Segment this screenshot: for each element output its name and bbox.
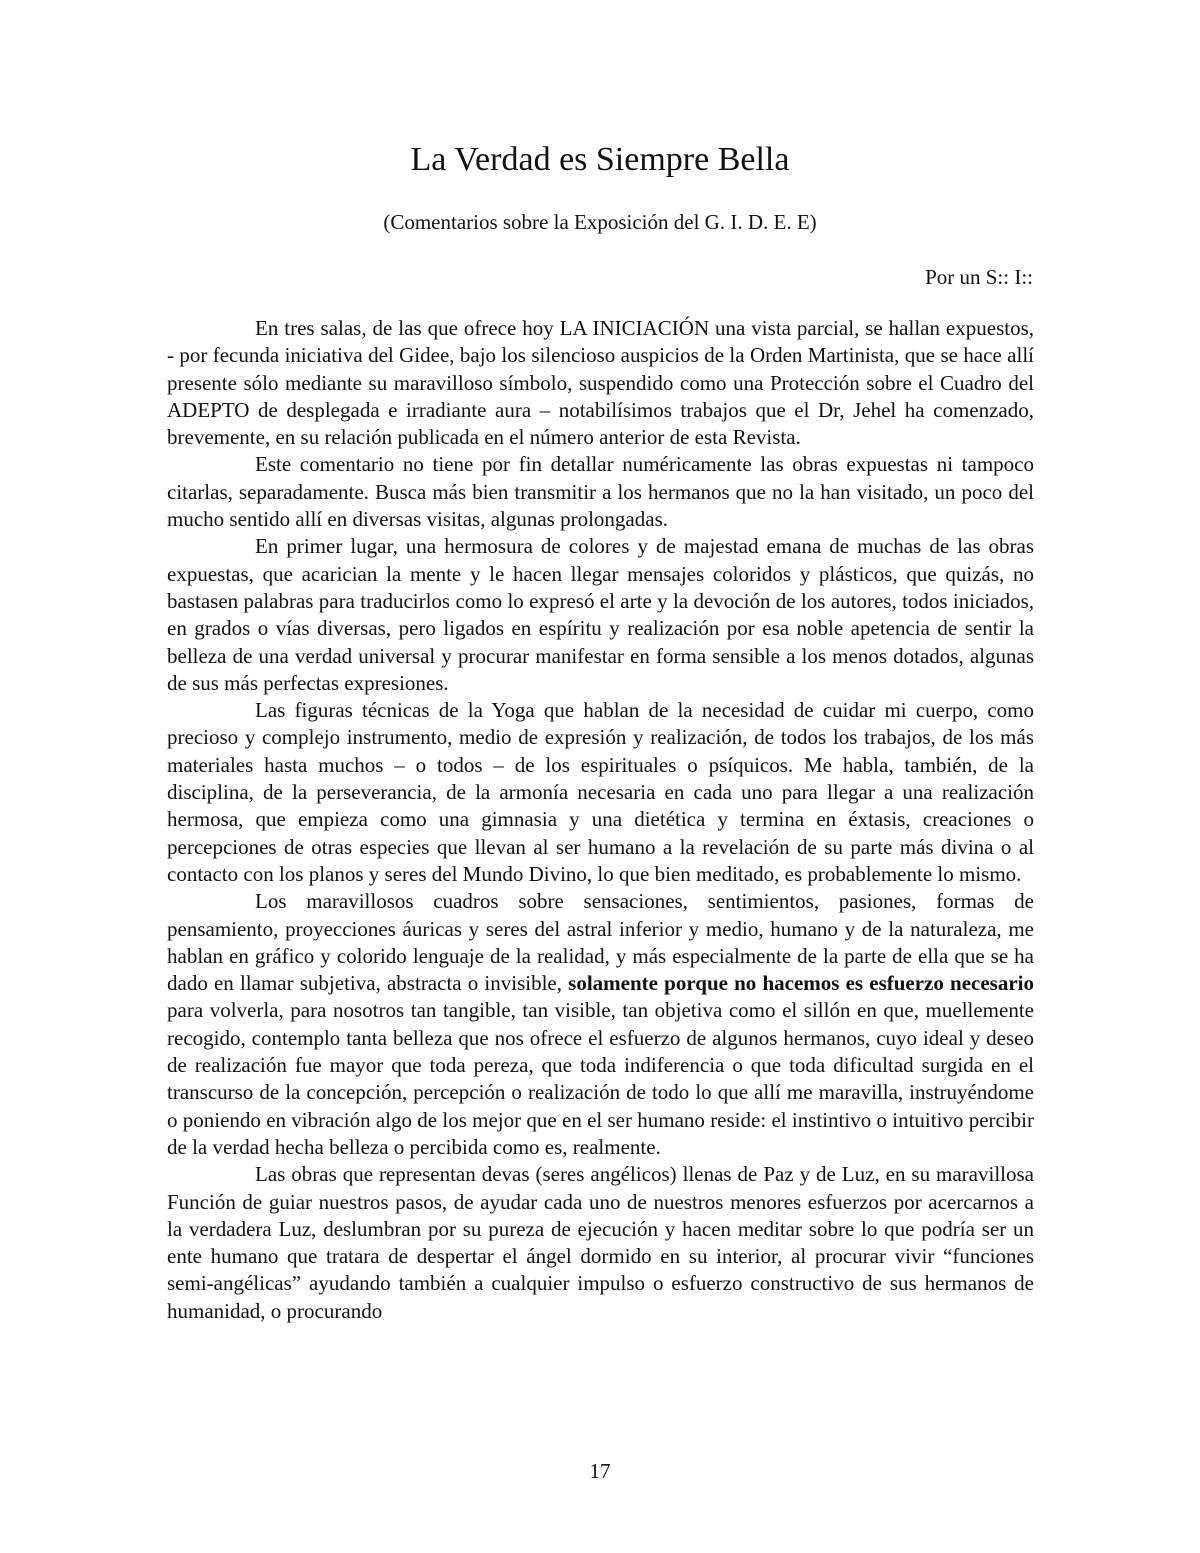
paragraph-5-text-start: Los maravillosos cuadros sobre sensaciones, sentimientos, pasiones, formas de pensamiento, proyecciones áuricas y seres del astral inferior y medio, humano y de la naturaleza, me hablan en gráfico y colorido lenguaje de la realidad, y más especialmente de la parte de ella que se ha dado en llamar subjetiva, abstracta o invisible, xyxy=(167,889,1034,996)
paragraph-4: Las figuras técnicas de la Yoga que hablan de la necesidad de cuidar mi cuerpo, como precioso y complejo instrumento, medio de expresión y realización, de todos los trabajos, de los más materiales hasta muchos – o todos – de los espirituales o psíquicos. Me habla, también, de la disciplina, de la perseverancia, de la armonía necesaria en cada uno para llegar a una realización hermosa, que empieza como una gimnasia y una dietética y termina en éxtasis, creaciones o percepciones de otras especies que llevan al ser humano a la revelación de su parte más divina o al contacto con los planos y seres del Mundo Divino, lo que bien meditado, es probablemente lo mismo. xyxy=(167,698,1034,886)
paragraph-6: Las obras que representan devas (seres angélicos) llenas de Paz y de Luz, en su maravillosa Función de guiar nuestros pasos, de ayudar cada uno de nuestros menores esfuerzos por acercarnos a la verdadera Luz, deslumbran por su pureza de ejecución y hacen meditar sobre lo que podría ser un ente humano que tratara de despertar el ángel dormido en su interior, al procurar vivir “funciones semi-angélicas” ayudando también a cualquier impulso o esfuerzo constructivo de sus hermanos de humanidad, o procurando xyxy=(167,1162,1034,1323)
page-subtitle: (Comentarios sobre la Exposición del G. I. D. E. E) xyxy=(383,210,817,234)
article-body xyxy=(167,315,1034,1325)
paragraph-3: En primer lugar, una hermosura de colores y de majestad emana de muchas de las obras expuestas, que acarician la mente y le hacen llegar mensajes coloridos y plásticos, que quizás, no bastasen palabras para traducirlos como lo expresó el arte y la devoción de los autores, todos iniciados, en grados o vías diversas, pero ligados en espíritu y realización por esa noble apetencia de sentir la belleza de una verdad universal y procurar manifestar en forma sensible a los menos dotados, algunas de sus más perfectas expresiones. xyxy=(167,534,1034,695)
paragraph-2: Este comentario no tiene por fin detallar numéricamente las obras expuestas ni tampoco citarlas, separadamente. Busca más bien transmitir a los hermanos que no la han visitado, un poco del mucho sentido allí en diversas visitas, algunas prolongadas. xyxy=(167,452,1034,532)
paragraph-5-bold-emphasis: solamente porque no hacemos es esfuerzo necesario xyxy=(568,971,1035,996)
page-title: La Verdad es Siempre Bella xyxy=(410,141,790,178)
paragraph-1: En tres salas, de las que ofrece hoy LA INICIACIÓN una vista parcial, se hallan expuestos, - por fecunda iniciativa del Gidee, bajo los silencioso auspicios de la Orden Martinista, que se hace allí presente sólo mediante su maravilloso símbolo, suspendido como una Protección sobre el Cuadro del ADEPTO de desplegada e irradiante aura – notabilísimos trabajos que el Dr, Jehel ha comenzado, brevemente, en su relación publicada en el número anterior de esta Revista. xyxy=(167,316,1034,450)
page-number: 17 xyxy=(589,1459,611,1483)
author-byline: Por un S:: I:: xyxy=(925,265,1033,289)
paragraph-5-text-end: para volverla, para nosotros tan tangible, tan visible, tan objetiva como el sillón en que, muellemente recogido, contemplo tanta belleza que nos ofrece el esfuerzo de algunos hermanos, cuyo ideal y deseo de realización fue mayor que toda pereza, que toda indiferencia o que toda dificultad surgida en el transcurso de la concepción, percepción o realización de todo lo que allí me maravilla, instruyéndome o poniendo en vibración algo de los mejor que en el ser humano reside: el instintivo o intuitivo percibir de la verdad hecha belleza o percibida como es, realmente. xyxy=(167,998,1034,1159)
paragraph-5 xyxy=(167,888,1034,1161)
